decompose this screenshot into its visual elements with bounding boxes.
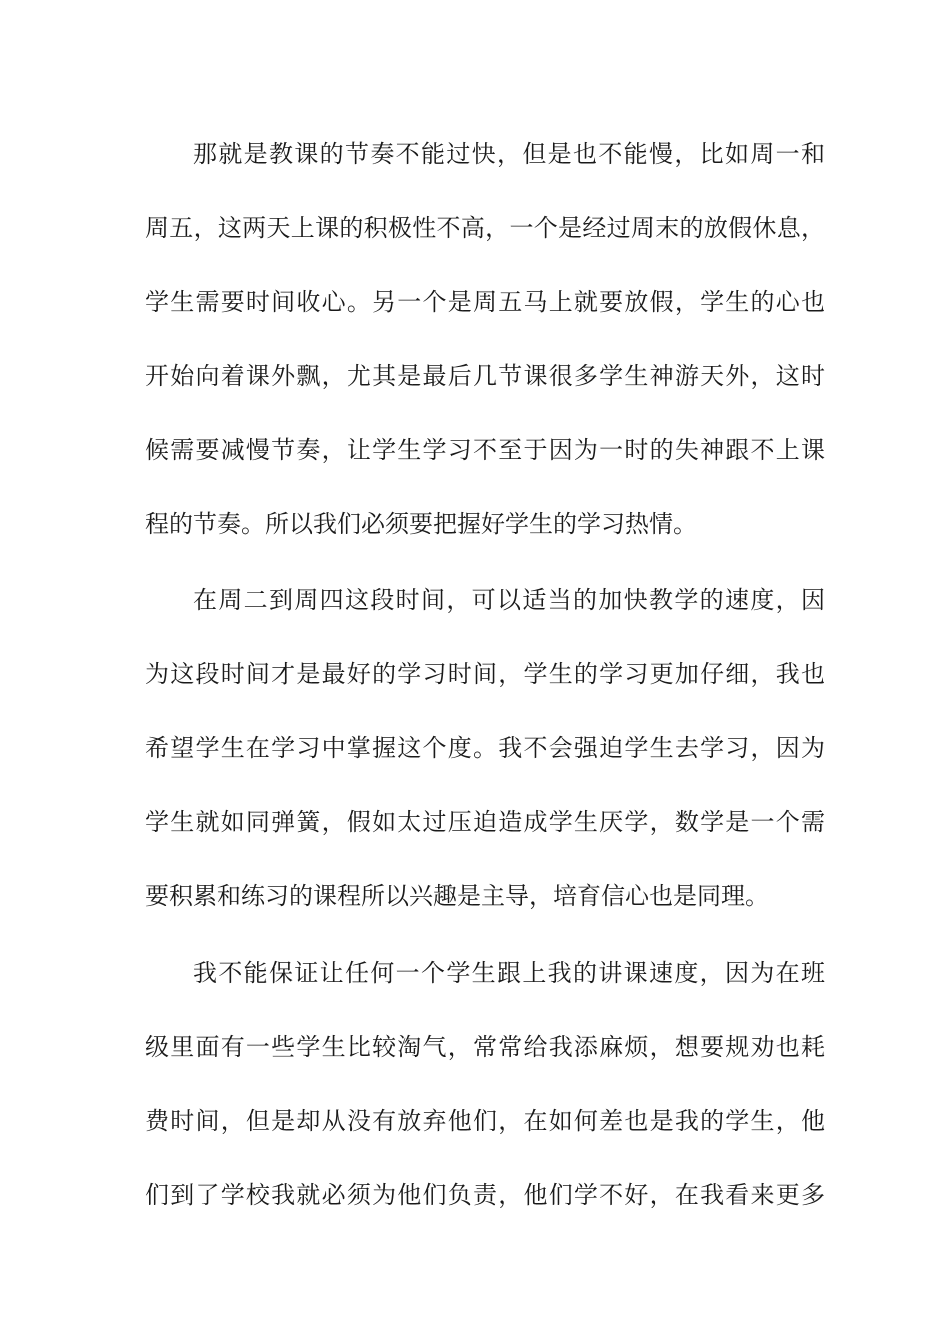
paragraph-2-line-3: 希望学生在学习中掌握这个度。我不会强迫学生去学习，因为 — [145, 734, 825, 762]
paragraph-1-line-2: 周五，这两天上课的积极性不高，一个是经过周末的放假休息， — [145, 214, 825, 242]
paragraph-3-line-3: 费时间，但是却从没有放弃他们，在如何差也是我的学生，他 — [145, 1107, 825, 1135]
paragraph-1-line-3: 学生需要时间收心。另一个是周五马上就要放假，学生的心也 — [145, 288, 825, 316]
paragraph-3-line-2: 级里面有一些学生比较淘气，常常给我添麻烦，想要规劝也耗 — [145, 1033, 825, 1061]
paragraph-3-line-4: 们到了学校我就必须为他们负责，他们学不好，在我看来更多 — [145, 1181, 825, 1209]
paragraph-2-line-5: 要积累和练习的课程所以兴趣是主导，培育信心也是同理。 — [145, 882, 769, 910]
paragraph-2-line-1: 在周二到周四这段时间，可以适当的加快教学的速度，因 — [193, 586, 825, 614]
paragraph-2-line-4: 学生就如同弹簧，假如太过压迫造成学生厌学，数学是一个需 — [145, 808, 825, 836]
paragraph-1-line-4: 开始向着课外飘，尤其是最后几节课很多学生神游天外，这时 — [145, 362, 825, 390]
paragraph-1-line-5: 候需要减慢节奏，让学生学习不至于因为一时的失神跟不上课 — [145, 436, 825, 464]
paragraph-2-line-2: 为这段时间才是最好的学习时间，学生的学习更加仔细，我也 — [145, 660, 825, 688]
paragraph-1-line-1: 那就是教课的节奏不能过快，但是也不能慢，比如周一和 — [193, 140, 825, 168]
paragraph-1-line-6: 程的节奏。所以我们必须要把握好学生的学习热情。 — [145, 510, 697, 538]
paragraph-3-line-1: 我不能保证让任何一个学生跟上我的讲课速度，因为在班 — [193, 959, 825, 987]
